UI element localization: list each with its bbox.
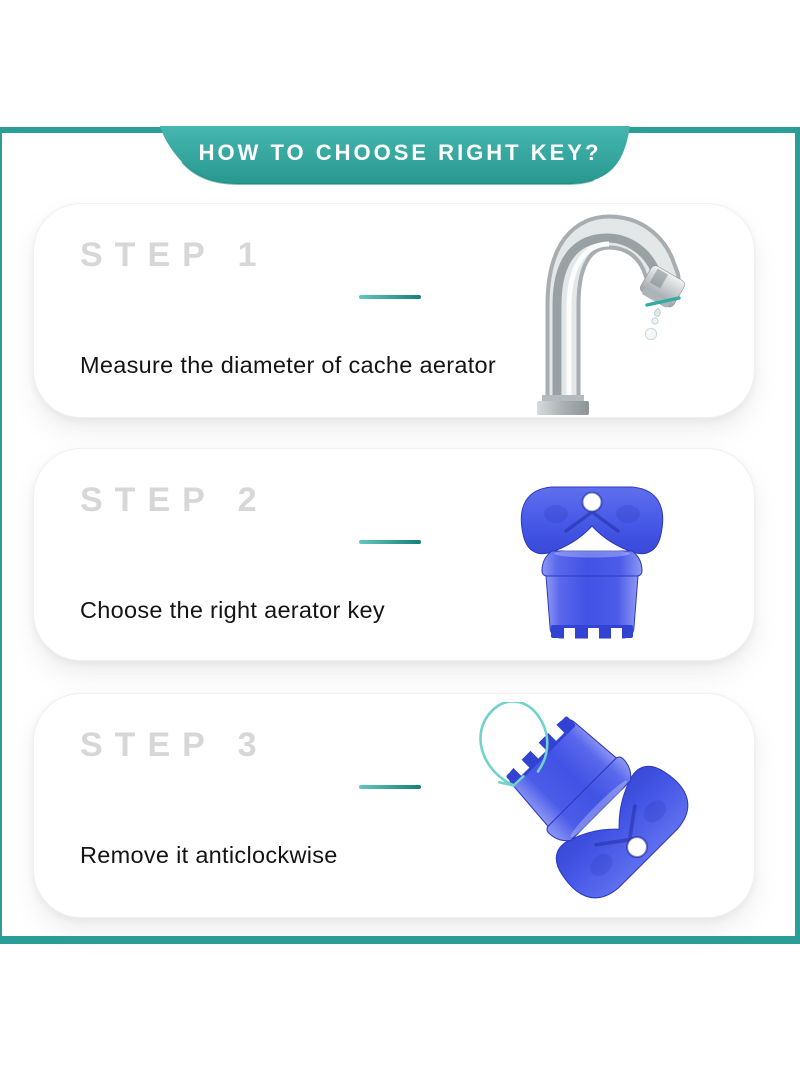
- step-2-divider: [359, 540, 421, 544]
- key-shape: [482, 702, 701, 911]
- step-card-2: [33, 448, 755, 661]
- faucet-icon: [489, 210, 769, 415]
- step-1-divider: [359, 295, 421, 299]
- step-3-divider: [359, 785, 421, 789]
- step-3-caption: Remove it anticlockwise: [80, 842, 338, 868]
- step-card-1: [33, 203, 755, 418]
- water-drop-icon: [645, 308, 660, 340]
- step-2-label: STEP 2: [80, 481, 269, 519]
- step-1-caption: Measure the diameter of cache aerator: [80, 352, 497, 378]
- step-1-label: STEP 1: [80, 236, 269, 274]
- aerator-key-rotated-icon: [464, 702, 734, 912]
- step-card-3: [33, 693, 755, 918]
- page-title: HOW TO CHOOSE RIGHT KEY?: [198, 140, 602, 165]
- step-2-caption: Choose the right aerator key: [80, 597, 385, 623]
- key-hole: [583, 493, 602, 512]
- aerator-key-icon: [512, 479, 672, 649]
- step-3-label: STEP 3: [80, 726, 269, 764]
- faucet-base: [537, 395, 589, 415]
